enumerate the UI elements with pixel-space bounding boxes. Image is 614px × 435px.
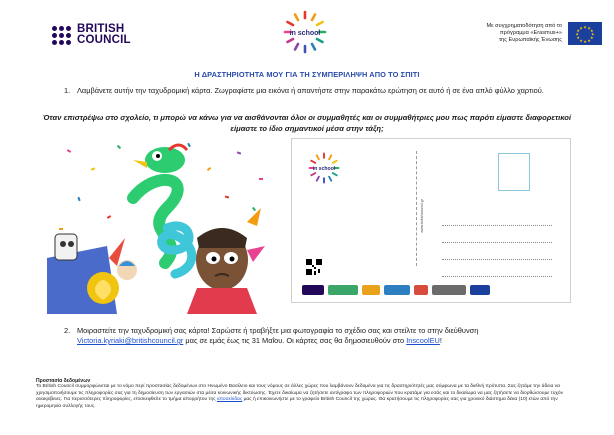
svg-text:★: ★ (591, 31, 595, 37)
svg-text:★: ★ (583, 24, 587, 30)
step-2-text-middle: μας σε εμάς έως τις 31 Μαΐου. Οι κάρτες σας θα δημοσιευθούν στο (183, 336, 407, 345)
step-2-paragraph (77, 326, 478, 346)
step-2-number: 2. (64, 326, 71, 335)
svg-text:★: ★ (587, 25, 591, 31)
eu-flag-icon (568, 22, 602, 45)
svg-text:★: ★ (576, 28, 580, 34)
email-link[interactable]: Victoria.kyriaki@britishcouncil.gr (77, 336, 184, 345)
svg-text:★: ★ (583, 38, 587, 44)
bc-logo-line1: BRITISH (77, 23, 125, 35)
eu-funding-block (450, 22, 602, 45)
british-council-dots-icon (52, 26, 71, 45)
partner-logo (470, 285, 490, 295)
partner-logo (328, 285, 358, 295)
inschool-sun-logo (283, 10, 327, 54)
postcard-url: www.britishcouncil.gr (420, 199, 424, 233)
step-1-number: 1. (64, 86, 71, 95)
british-council-logo (52, 24, 131, 46)
svg-text:★: ★ (576, 35, 580, 40)
partner-logo (384, 285, 410, 295)
svg-text:★: ★ (575, 31, 579, 37)
privacy-website-link[interactable]: ιστοσελίδας (216, 397, 243, 403)
svg-text:★: ★ (590, 28, 594, 34)
postcard-address-lines (442, 209, 552, 277)
postcard-stamp-box (498, 153, 530, 191)
partner-logo (414, 285, 428, 295)
eu-text-line3: της Ευρωπαϊκής Ένωσης (498, 37, 562, 43)
eu-text-line1: Με συγχρηματοδότηση από το (486, 23, 562, 29)
characters-illustration (47, 138, 279, 314)
postcard-logo-text: in school (312, 166, 336, 173)
step-2 (64, 326, 564, 346)
inclusion-question: Όταν επιστρέψω στο σχολείο, τι μπορώ να κάνω για να αισθάνονται όλοι οι συμμαθητές και οι συμμαθήτριες μου πως παρότι είμαστε διαφορετικοί είμαστε το ίδιο σημαντικοί μέσα στην τάξη; (43, 113, 571, 133)
postcard-preview (291, 138, 571, 303)
eu-text-line2: πρόγραμμα «Erasmus+» (499, 30, 562, 36)
postcard-partner-logos (302, 283, 562, 297)
step-1-text: Λαμβάνετε αυτήν την ταχυδρομική κάρτα. Ζωγραφίστε μια εικόνα ή απαντήστε στην παρακάτω ερώτηση σε αυτό ή σε ένα απλό φύλλο χαρτιού. (77, 86, 544, 95)
inschooleu-link[interactable]: InscoolEU (406, 336, 440, 345)
privacy-text: Το British Council συμμορφώνεται με το νόμο περί προστασίας δεδομένων στο Ηνωμένο Βασίλειο και τους νόμους σε άλλες χώρες που λαμβάνουν δεδομένα για τις δραστηριότητές μας σύμφωνα με τα διεθνή πρότυπα. Σας ζητάμε την άδεια να χρησιμοποιήσουμε τις πληροφορίες σας για τη δημοσίευση των εργασιών στα μέσα κοινωνικής δικτύωσης. Έχετε δικαίωμα να ζητήσετε αντίγραφο των πληροφοριών που κρατάμε για εσάς και το δικαίωμα να μας ζητήσετε να διορθώσουμε τυχόν ανακρίβειες. Για περισσότερες πληροφορίες, επισκεφθείτε το τμήμα απορρήτου της (36, 384, 564, 403)
svg-text:★: ★ (590, 35, 594, 40)
inschool-logo-text: in school (289, 30, 321, 37)
svg-text:★: ★ (579, 25, 583, 31)
step-2-text-end: ! (439, 336, 442, 345)
svg-text:★: ★ (579, 37, 583, 43)
privacy-text-after: μας ή επικοινωνήστε με το γραφείο British Council της χώρας. Θα κρατήσουμε τις πληροφορίες σας για χρονικό διάστημα δέκα (10) ετών από την ημερομηνία συλλογής τους. (36, 397, 558, 409)
step-2-text: Μοιραστείτε την ταχυδρομική σας κάρτα! Σαρώστε ή τραβήξτε μια φωτογραφία το σχέδιο σας και στείλτε το στην διεύθυνση (77, 326, 479, 335)
postcard-qr-code-icon (306, 259, 322, 275)
step-1 (64, 86, 554, 96)
page-title: Η ΔΡΑΣΤΗΡΙΟΤΗΤΑ ΜΟΥ ΓΙΑ ΤΗ ΣΥΜΠΕΡΙΛΗΨΗ ΑΠΟ ΤΟ ΣΠΙΤΙ (194, 70, 420, 79)
postcard-inschool-logo (308, 152, 340, 184)
partner-logo (362, 285, 380, 295)
bc-logo-line2: COUNCIL (77, 34, 131, 46)
partner-logo (432, 285, 466, 295)
partner-logo (302, 285, 324, 295)
privacy-notice (36, 378, 584, 410)
privacy-title: Προστασία δεδομένων (36, 378, 91, 384)
svg-text:★: ★ (587, 37, 591, 43)
postcard-divider (416, 151, 417, 266)
